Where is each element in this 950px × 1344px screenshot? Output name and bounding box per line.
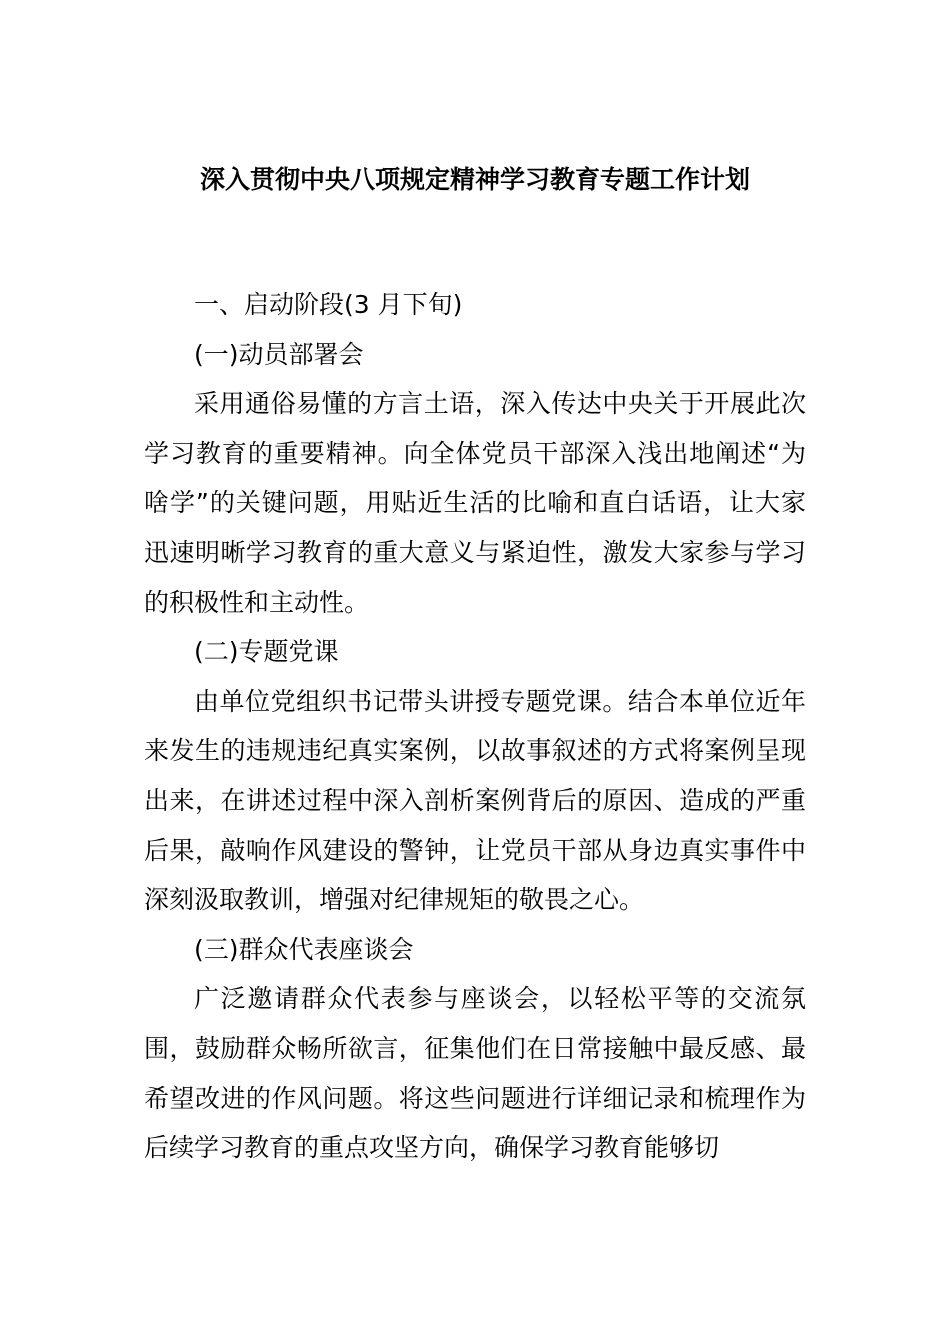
paragraph-public-forum: 广泛邀请群众代表参与座谈会，以轻松平等的交流氛围，鼓励群众畅所欲言，征集他们在日常接触中最反感、最希望改进的作风问题。将这些问题进行详细记录和梳理作为后续学习教育的重点攻坚方向，确保学习教育能够切 (144, 984, 806, 1163)
subsection-heading-party-lecture: (二)专题党课 (194, 637, 339, 667)
subsection-heading-mobilization-meeting: (一)动员部署会 (194, 339, 364, 369)
section-heading-launch-stage: 一、启动阶段(3 月下旬) (194, 290, 463, 319)
paragraph-mobilization-meeting: 采用通俗易懂的方言土语，深入传达中央关于开展此次学习教育的重要精神。向全体党员干部深入浅出地阐述“为啥学”的关键问题，用贴近生活的比喻和直白话语，让大家迅速明晰学习教育的重大意义与紧迫性，激发大家参与学习的积极性和主动性。 (144, 389, 806, 617)
document-title: 深入贯彻中央八项规定精神学习教育专题工作计划 (199, 165, 750, 194)
paragraph-party-lecture: 由单位党组织书记带头讲授专题党课。结合本单位近年来发生的违规违纪真实案例，以故事叙述的方式将案例呈现出来，在讲述过程中深入剖析案例背后的原因、造成的严重后果，敲响作风建设的警钟，让党员干部从身边真实事件中深刻汲取教训，增强对纪律规矩的敬畏之心。 (144, 686, 806, 915)
subsection-heading-public-forum: (三)群众代表座谈会 (194, 934, 414, 964)
document-body (144, 280, 806, 1173)
